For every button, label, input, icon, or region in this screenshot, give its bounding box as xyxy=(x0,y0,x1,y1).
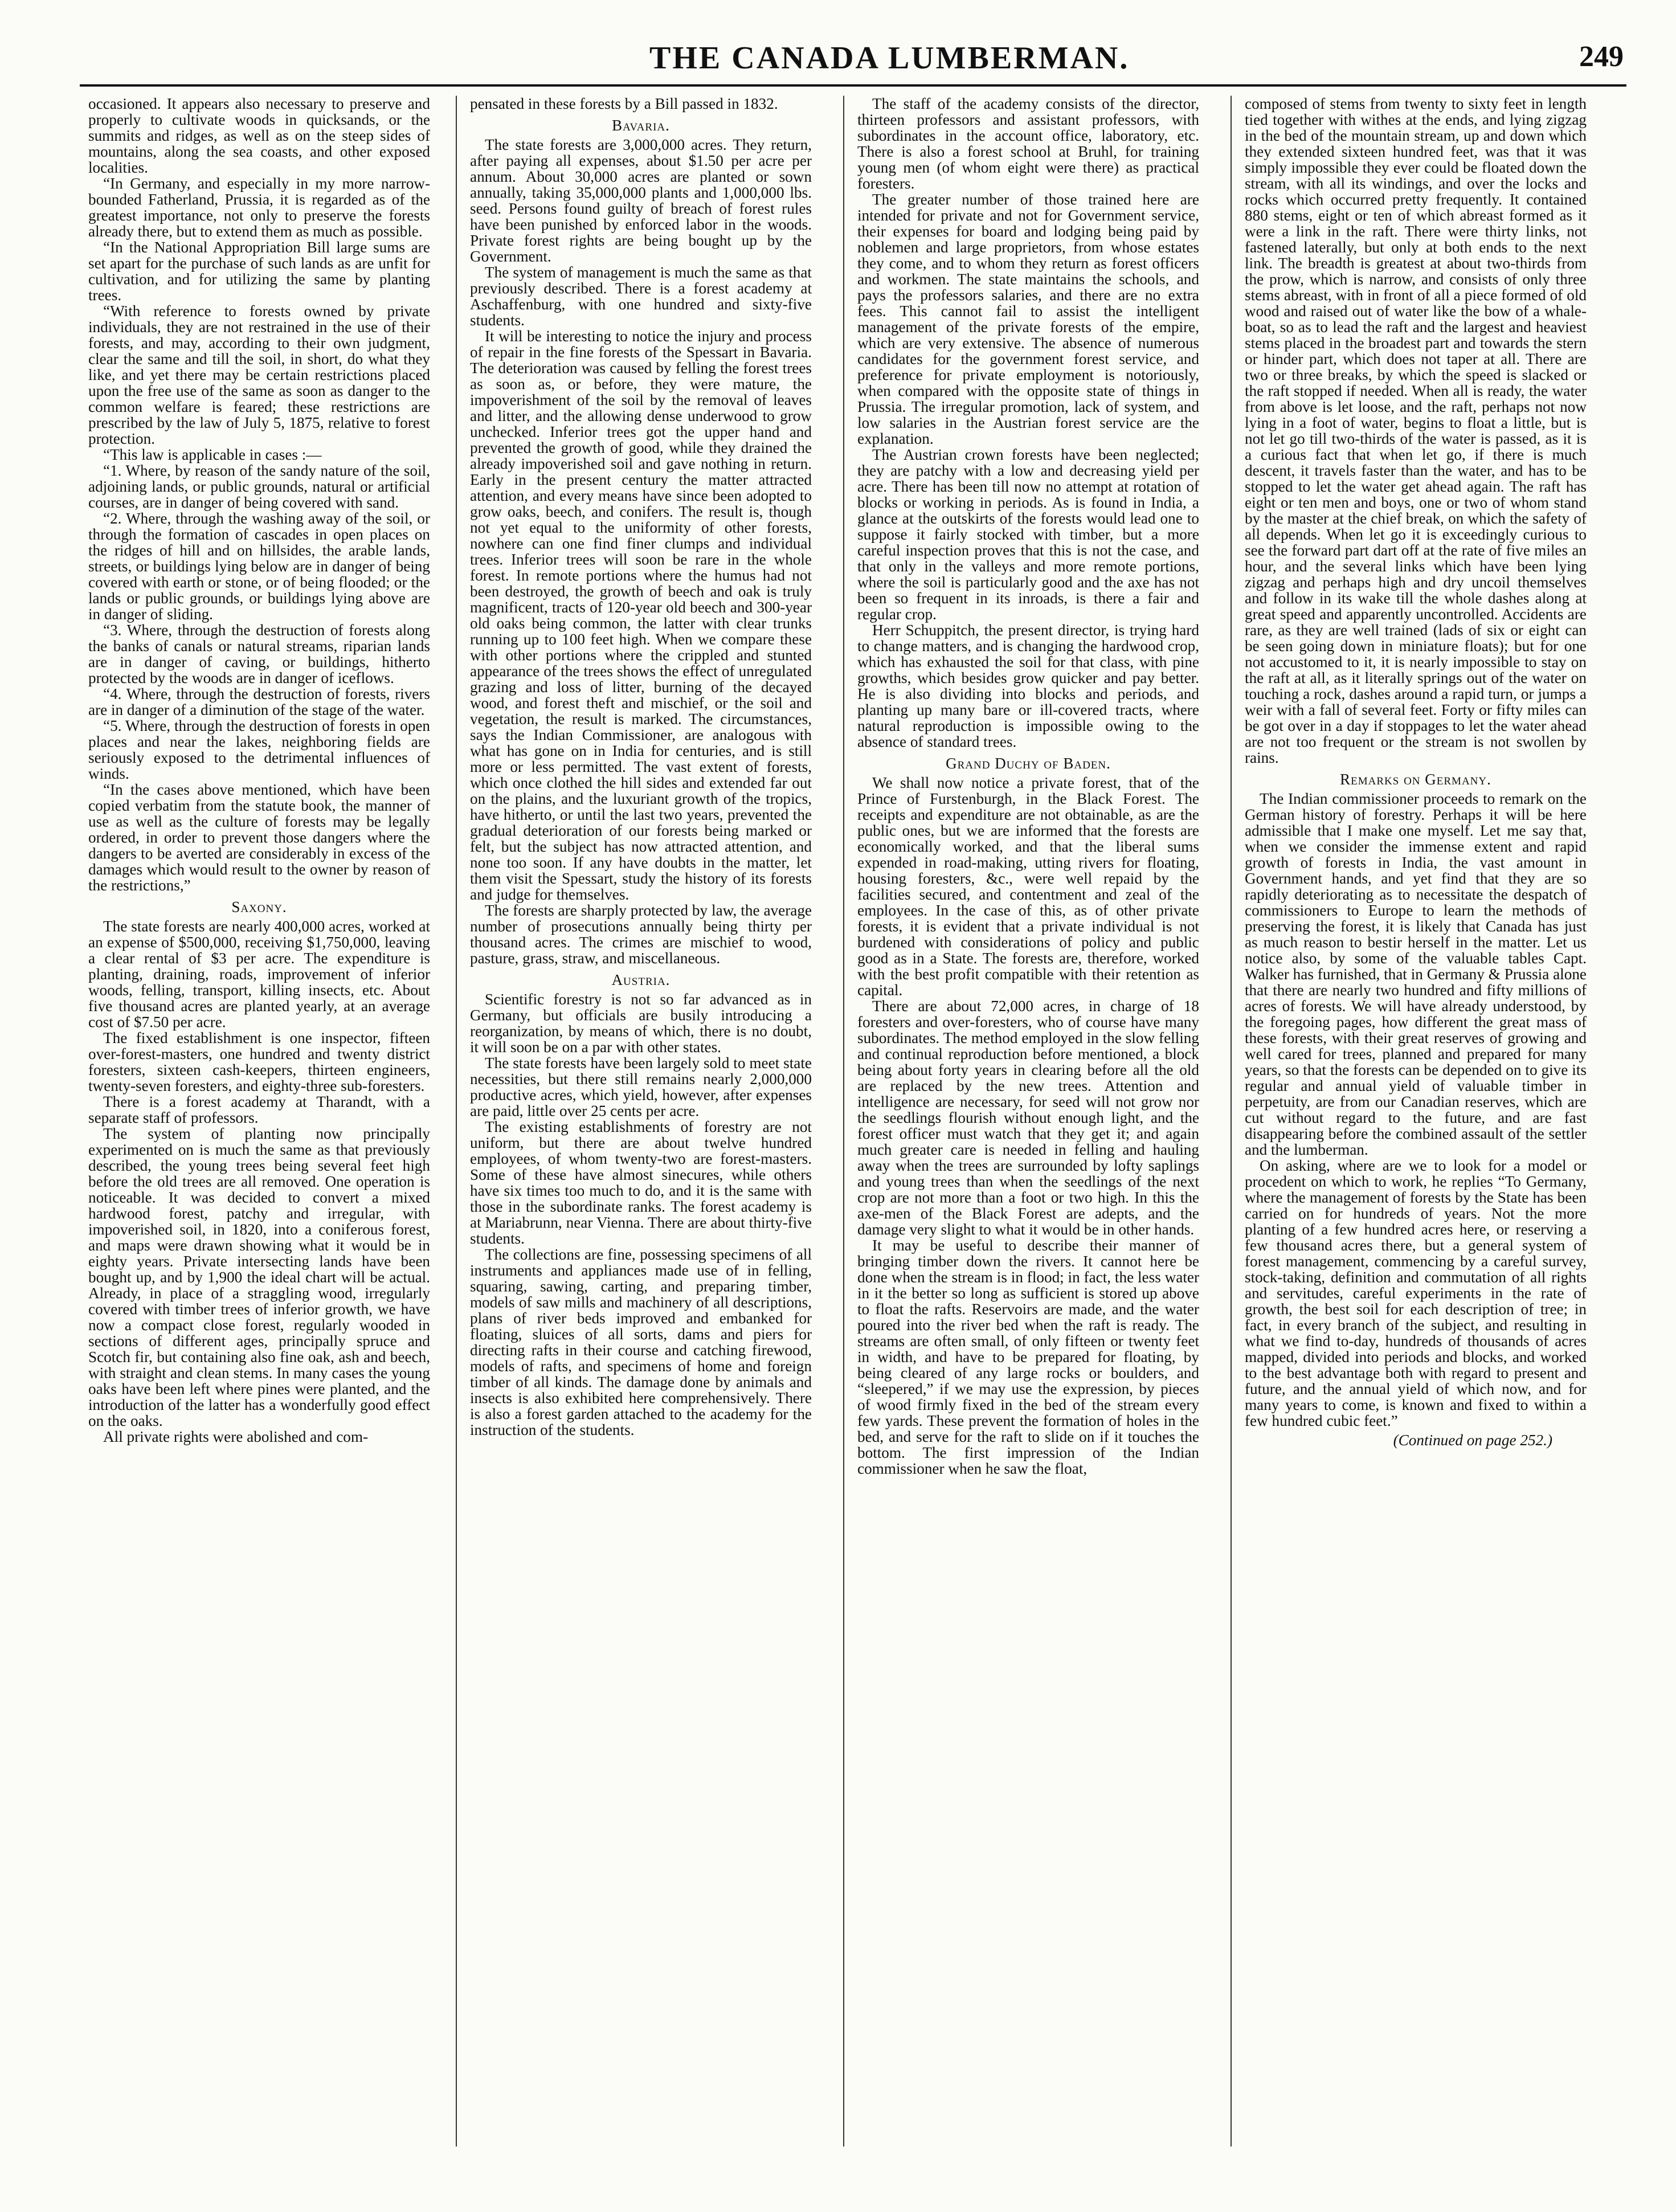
section-heading: Bavaria. xyxy=(612,117,670,134)
text-column-4 xyxy=(1245,96,1587,2198)
paragraph: We shall now notice a private forest, that of the Prince of Furstenburgh, in the Black Forest. The receipts and expenditure are not obtainable, as are the public ones, but we are informed that the forests are economically worked, and that the liberal sums expended in road-making, utting rivers for floating, housing foresters, &c., were well repaid by the facilities secured, and contentment and zeal of the employees. In the case of this, as of other private forests, it is evident that a private individual is not burdened with considerations of policy and public good as in a State. The forests are, therefore, worked with the best profit compatible with their retention as capital. xyxy=(857,774,1199,999)
text-column-3 xyxy=(857,96,1199,2198)
paragraph: The state forests have been largely sold to meet state necessities, but there still remains nearly 2,000,000 productive acres, which yield, however, after expenses are paid, little over 25 cents per acre. xyxy=(470,1054,812,1119)
paragraph: All private rights were abolished and com- xyxy=(103,1428,369,1445)
paragraph: The existing establishments of forestry are not uniform, but there are about twelve hundred employees, of whom twenty-two are forest-masters. Some of these have almost sinecures, while others have six times too much to do, and it is the same with those in the subordinate ranks. The forest academy is at Mariabrunn, near Vienna. There are about thirty-five students. xyxy=(470,1118,812,1247)
paragraph: The system of management is much the same as that previously described. There is a forest academy at Aschaffenburg, with one hundred and sixty-five students. xyxy=(470,264,812,329)
paragraph: “4. Where, through the destruction of forests, rivers are in danger of a diminution of the stage of the water. xyxy=(88,685,430,718)
paragraph: composed of stems from twenty to sixty feet in length tied together with withes at the ends, and lying zigzag in the bed of the mountain stream, up and down which they extended sixteen hundred feet, was that it was simply impossible they ever could be floated down the stream, with all its windings, and over the locks and rocks which occurred pretty frequently. It contained 880 stems, eight or ten of which abreast formed as it were a link in the raft. There were thirty links, not fastened laterally, but only at both ends to the next link. The breadth is greatest at about two-thirds from the prow, which is narrow, and consists of only three stems abreast, with in front of all a piece formed of old wood and raised out of water like the bow of a whale-boat, so as to lead the raft and the largest and heaviest stems placed in the broadest part and towards the stern or hinder part, which does not taper at all. There are two or three breaks, by which the speed is slacked or the raft stopped if needed. When all is ready, the water from above is let loose, and the raft, perhaps not now lying in a foot of water, begins to float a little, but is not let go till two-thirds of the water is passed, as it is a curious fact that when let go, if there is much descent, it travels faster than the water, and has to be stopped to let the water get ahead again. The raft has eight or ten men and boys, one or two of whom stand by the master at the chief break, on which the safety of all depends. When let go it is exceedingly curious to see the forward part dart off at the rate of five miles an hour, and the several links which have been lying zigzag and perhaps high and dry uncoil themselves and follow in its wake till the whole dashes along at great speed and apparently uncontrolled. Accidents are rare, as they are well trained (lads of six or eight can be seen going down in miniature floats); but for one not accustomed to it, it is nearly impossible to stay on the raft at all, as it literally springs out of the water on touching a rock, dashes around a rapid turn, or jumps a weir with a fall of several feet. Forty or fifty miles can be got over in a day if stoppages to let the water ahead are not too frequent or the stream is not swollen by rains. xyxy=(1245,96,1587,766)
paragraph: There are about 72,000 acres, in charge of 18 foresters and over-foresters, who of course have many subordinates. The method employed in the slow felling and continual reproduction before mentioned, a block being about forty years in clearing before all the old are replaced by the new trees. Attention and intelligence are necessary, for seed will not grow nor the seedlings flourish without enough light, and the forest officer must watch that they get it; and again much greater care is needed in felling and hauling away when the trees are surrounded by lofty saplings and young trees than when the seedlings of the next crop are not more than a foot or two high. In this the axe-men of the Black Forest are adepts, and the damage very slight to what it would be in other hands. xyxy=(857,997,1199,1238)
paragraph: The system of planting now principally experimented on is much the same as that previously described, the young trees being several feet high before the old trees are all removed. One operation is noticeable. It was decided to convert a mixed hardwood forest, patchy and irregular, with impoverished soil, in 1820, into a coniferous forest, and maps were drawn showing what it would be in eighty years. Private intersecting lands have been bought up, and by 1,900 the ideal chart will be actual. Already, in place of a straggling wood, irregularly covered with timber trees of inferior growth, we have now a compact close forest, regularly wooded in sections of different ages, principally spruce and Scotch fir, but containing also fine oak, ash and beech, with straight and clean stems. In many cases the young oaks have been left where pines were planted, and the introduction of the latter has a wonderfully good effect on the oaks. xyxy=(88,1125,430,1429)
paragraph: occasioned. It appears also necessary to preserve and properly to cultivate woods in quicksands, or the summits and ridges, as well as on the steep sides of mountains, along the sea coasts, and other exposed localities. xyxy=(88,96,430,176)
masthead xyxy=(85,40,1624,80)
paragraph: “3. Where, through the destruction of forests along the banks of canals or natural streams, riparian lands are in danger of caving, or buildings, hitherto protected by the woods are in danger of iceflows. xyxy=(88,622,430,686)
section-heading: Saxony. xyxy=(231,898,287,915)
paragraph: There is a forest academy at Tharandt, with a separate staff of professors. xyxy=(88,1093,430,1126)
text-column-2 xyxy=(470,96,812,2198)
column-rule xyxy=(1231,96,1232,2146)
header-rule xyxy=(80,84,1626,87)
section-heading: Remarks on Germany. xyxy=(1340,771,1491,788)
paragraph: “With reference to forests owned by private individuals, they are not restrained in the use of their forests, and may, according to their own judgment, clear the same and till the soil, in short, do what they like, and yet there may be certain restrictions placed upon the free use of the same as soon as danger to the common welfare is feared; these restrictions are prescribed by the law of July 5, 1875, relative to forest protection. xyxy=(88,302,430,447)
continuation-note: (Continued on page 252.) xyxy=(1393,1432,1552,1449)
section-heading: Austria. xyxy=(611,971,671,988)
paragraph: The Austrian crown forests have been neglected; they are patchy with a low and decreasing yield per acre. There has been till now no attempt at rotation of blocks or working in periods. As is found in India, a glance at the outskirts of the forests would lead one to suppose it fairly stocked with timber, but a more careful inspection proves that this is not the case, and that only in the valleys and more remote portions, where the soil is particularly good and the axe has not been so frequent in its inroads, is there a fair and regular crop. xyxy=(857,446,1199,623)
paragraph: Herr Schuppitch, the present director, is trying hard to change matters, and is changing the hardwood crop, which has exhausted the soil for that class, with pine growths, which besides grow quicker and pay better. He is also dividing into blocks and periods, and planting up many bare or ill-covered tracts, where natural reproduction is impossible owing to the absence of standard trees. xyxy=(857,622,1199,750)
paragraph: The Indian commissioner proceeds to remark on the German history of forestry. Perhaps it will be here admissible that I make one myself. Let me say that, when we consider the immense extent and rapid growth of forests in India, the vast amount in Government hands, and yet find that they are so rapidly deteriorating as to necessitate the despatch of commissioners to Europe to learn the methods of preserving the forest, it is likely that Canada has just as much reason to bestir herself in the matter. Let us notice also, by some of the valuable tables Capt. Walker has furnished, that in Germany & Prussia alone that there are nearly two hundred and fifty millions of acres of forests. We will have already understood, by the foregoing pages, how different the great mass of these forests, with their great reserves of growing and well cared for trees, planned and prepared for many years, so that the forests can be depended on to give its regular and annual yield of valuable timber in perpetuity, are from our Canadian reserves, which are cut without regard to the future, and are fast disappearing before the combined assault of the settler and the lumberman. xyxy=(1245,790,1587,1158)
paragraph: The fixed establishment is one inspector, fifteen over-forest-masters, one hundred and twenty district foresters, sixteen cash-keepers, thirteen engineers, twenty-seven foresters, and eighty-three sub-foresters. xyxy=(88,1029,430,1094)
paragraph: The staff of the academy consists of the director, thirteen professors and assistant professors, with subordinates in the account office, laboratory, etc. There is also a forest school at Bruhl, for training young men (of whom eight were there) as practical foresters. xyxy=(857,96,1199,192)
paragraph: “1. Where, by reason of the sandy nature of the soil, adjoining lands, or public grounds, natural or artificial courses, are in danger of being covered with sand. xyxy=(88,462,430,511)
paragraph: pensated in these forests by a Bill passed in 1832. xyxy=(470,96,778,112)
column-rule xyxy=(456,96,457,2146)
paragraph: “In the National Appropriation Bill large sums are set apart for the purchase of such lands as are unfit for cultivation, and for utilizing the same by planting trees. xyxy=(88,239,430,304)
paragraph: “In the cases above mentioned, which have been copied verbatim from the statute book, the manner of use as well as the culture of forests may be legally ordered, in order to prevent those dangers where the dangers to be averted are considerably in excess of the damages which would result to the owner by reason of the restrictions,” xyxy=(88,781,430,894)
paragraph: “In Germany, and especially in my more narrow-bounded Fatherland, Prussia, it is regarded as of the greatest importance, not only to preserve the forests already there, but to extend them as much as possible. xyxy=(88,175,430,240)
paragraph: It will be interesting to notice the injury and process of repair in the fine forests of the Spessart in Bavaria. The deterioration was caused by felling the forest trees as soon as, or before, they were mature, the impoverishment of the soil by the removal of leaves and litter, and the allowing dense underwood to grow unchecked. Inferior trees got the upper hand and prevented the growth of good, while they drained the already impoverished soil and gave nothing in return. Early in the present century the matter attracted attention, and every means have since been adopted to grow oaks, beech, and conifers. The result is, though not yet equal to the uniformity of other forests, nowhere can one find finer clumps and individual trees. Inferior trees will soon be rare in the whole forest. In remote portions where the humus had not been destroyed, the growth of beech and oak is truly magnificent, tracts of 120-year old beech and 300-year old oaks being common, the latter with clear trunks running up to 100 feet high. When we compare these with other portions where the crippled and stunted appearance of the trees shows the effect of unregulated grazing and loss of litter, burning of the decayed wood, and forest theft and mischief, or the soil and vegetation, the result is marked. The circumstances, says the Indian Commissioner, are analogous with what has gone on in India for centuries, and is still more or less permitted. The vast extent of forests, which once clothed the hill sides and extended far out on the plains, and the luxuriant growth of the tropics, have hitherto, or until the last two years, prevented the gradual deterioration of our forests being marked or felt, but the subject has now attracted attention, and none too soon. If any have doubts in the matter, let them visit the Spessart, study the history of its forests and judge for themselves. xyxy=(470,328,812,903)
journal-title: THE CANADA LUMBERMAN. xyxy=(649,40,1130,76)
paragraph: The collections are fine, possessing specimens of all instruments and appliances made use of in felling, squaring, sawing, carting, and preparing timber, models of saw mills and machinery of all descriptions, plans of river beds improved and embanked for floating, sluices of all sorts, dams and piers for directing rafts in their course and catching firewood, models of rafts, and specimens of home and foreign timber of all kinds. The damage done by animals and insects is also exhibited here comprehensively. There is also a forest garden attached to the academy for the instruction of the students. xyxy=(470,1246,812,1438)
paragraph: The state forests are nearly 400,000 acres, worked at an expense of $500,000, receiving $1,750,000, leaving a clear rental of $3 per acre. The expenditure is planting, draining, roads, improvement of inferior woods, felling, transport, killing insects, etc. About five thousand acres are planted yearly, at an average cost of $7.50 per acre. xyxy=(88,918,430,1031)
page-number: 249 xyxy=(1579,40,1624,73)
paragraph: The greater number of those trained here are intended for private and not for Government service, their expenses for board and lodging being paid by noblemen and large proprietors, from whose estates they come, and to whom they return as forest officers and workmen. The state maintains the schools, and pays the professors salaries, and there are no extra fees. This cannot fail to assist the intelligent management of the private forests of the empire, which are very extensive. The absence of numerous candidates for the government forest service, and preference for private employment is notoriously, when compared with the opposite state of things in Prussia. The irregular promotion, lack of system, and low salaries in the Austrian forest service are the explanation. xyxy=(857,191,1199,447)
paragraph: “5. Where, through the destruction of forests in open places and near the lakes, neighboring fields are seriously exposed to the detrimental influences of winds. xyxy=(88,717,430,782)
paragraph: It may be useful to describe their manner of bringing timber down the rivers. It cannot here be done when the stream is in flood; in fact, the less water in it the better so long as sufficient is stored up above to float the rafts. Reservoirs are made, and the water poured into the river bed when the raft is ready. The streams are often small, of only fifteen or twenty feet in width, and have to be prepared for floating, by being cleared of any large rocks or boulders, and “sleepered,” if we may use the expression, by pieces of wood firmly fixed in the bed of the stream every few yards. These prevent the formation of holes in the bed, and serve for the raft to slide on if it touches the bottom. The first impression of the Indian commissioner when he saw the float, xyxy=(857,1237,1199,1477)
text-column-1 xyxy=(88,96,430,2198)
section-heading: Grand Duchy of Baden. xyxy=(946,755,1111,772)
column-rule xyxy=(843,96,844,2146)
paragraph: “2. Where, through the washing away of the soil, or through the formation of cascades in open places on the ridges of hill and on hillsides, the arable lands, streets, or buildings lying below are in danger of being covered with earth or stone, or of being flooded; or the lands or public grounds, or buildings lying above are in danger of sliding. xyxy=(88,510,430,623)
paragraph: Scientific forestry is not so far advanced as in Germany, but officials are busily introducing a reorganization, by means of which, there is no doubt, it will soon be on a par with other states. xyxy=(470,991,812,1056)
paragraph: The state forests are 3,000,000 acres. They return, after paying all expenses, about $1.50 per acre per annum. About 30,000 acres are planted or sown annually, taking 35,000,000 plants and 1,000,000 lbs. seed. Persons found guilty of breach of forest rules have been punished by enforced labor in the woods. Private forest rights are being bought up by the Government. xyxy=(470,136,812,265)
paragraph: On asking, where are we to look for a model or procedent on which to work, he replies “To Germany, where the management of forests by the State has been carried on for hundreds of years. Not the more planting of a few hundred acres here, or reserving a few thousand acres there, but a general system of forest management, commencing by a careful survey, stock-taking, definition and commutation of all rights and servitudes, careful experiments in the rate of growth, the best soil for each description of tree; in fact, in every branch of the subject, and resulting in what we find to-day, hundreds of thousands of acres mapped, divided into periods and blocks, and worked to the best advantage both with regard to present and future, and the annual yield of which now, and for many years to come, is known and fixed to within a few hundred cubic feet.” xyxy=(1245,1157,1587,1429)
paragraph: “This law is applicable in cases :— xyxy=(103,446,322,463)
paragraph: The forests are sharply protected by law, the average number of prosecutions annually being thirty per thousand acres. The crimes are mischief to wood, pasture, grass, straw, and miscellaneous. xyxy=(470,902,812,967)
